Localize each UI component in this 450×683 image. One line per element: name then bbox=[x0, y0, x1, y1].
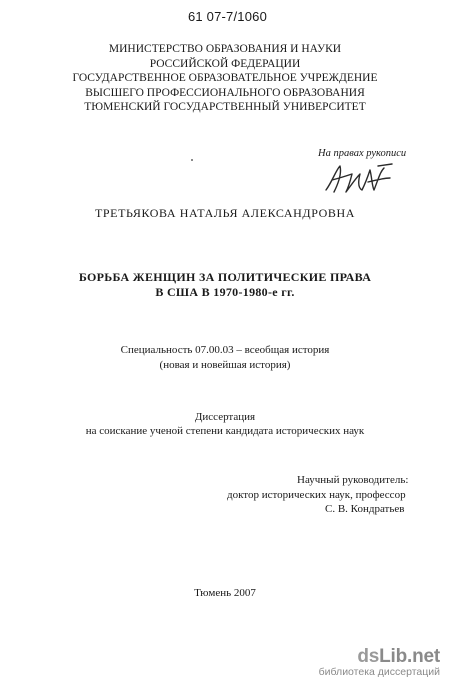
supervisor-degree: доктор исторических наук, профессор bbox=[227, 488, 406, 501]
watermark-logo-prefix: ds bbox=[357, 646, 380, 667]
ministry-header bbox=[0, 42, 450, 115]
watermark-logo-suffix: Lib.net bbox=[379, 646, 440, 667]
archive-number: 61 07-7/1060 bbox=[188, 9, 268, 24]
degree-line: Диссертация bbox=[194, 411, 256, 423]
supervisor-block bbox=[227, 473, 409, 517]
ministry-line: ТЮМЕНСКИЙ ГОСУДАРСТВЕННЫЙ УНИВЕРСИТЕТ bbox=[84, 101, 366, 113]
specialty-line: Специальность 07.00.03 – всеобщая история bbox=[120, 344, 330, 356]
degree-statement bbox=[0, 410, 450, 438]
ministry-line: ВЫСШЕГО ПРОФЕССИОНАЛЬНОГО ОБРАЗОВАНИЯ bbox=[85, 86, 365, 99]
scan-speck bbox=[191, 159, 193, 161]
degree-line: на соискание ученой степени кандидата исторических наук bbox=[85, 425, 365, 437]
dissertation-title bbox=[0, 270, 450, 300]
title-line: В США В 1970-1980-е гг. bbox=[155, 285, 295, 299]
supervisor-name: С. В. Кондратьев bbox=[325, 503, 405, 515]
city-year: Тюмень 2007 bbox=[194, 587, 256, 599]
watermark-logo bbox=[357, 646, 440, 668]
specialty-line: (новая и новейшая история) bbox=[159, 358, 291, 371]
supervisor-label: Научный руководитель: bbox=[297, 474, 409, 486]
watermark-subtitle: библиотека диссертаций bbox=[318, 666, 440, 678]
handwritten-signature bbox=[322, 160, 394, 198]
ministry-line: МИНИСТЕРСТВО ОБРАЗОВАНИЯ И НАУКИ bbox=[108, 43, 342, 55]
author-name: ТРЕТЬЯКОВА НАТАЛЬЯ АЛЕКСАНДРОВНА bbox=[94, 206, 356, 220]
title-line: БОРЬБА ЖЕНЩИН ЗА ПОЛИТИЧЕСКИЕ ПРАВА bbox=[78, 270, 372, 284]
ministry-line: РОССИЙСКОЙ ФЕДЕРАЦИИ bbox=[149, 57, 301, 70]
specialty bbox=[0, 343, 450, 372]
ministry-line: ГОСУДАРСТВЕННОЕ ОБРАЗОВАТЕЛЬНОЕ УЧРЕЖДЕНИЕ bbox=[72, 72, 378, 84]
manuscript-rights: На правах рукописи bbox=[318, 148, 407, 159]
